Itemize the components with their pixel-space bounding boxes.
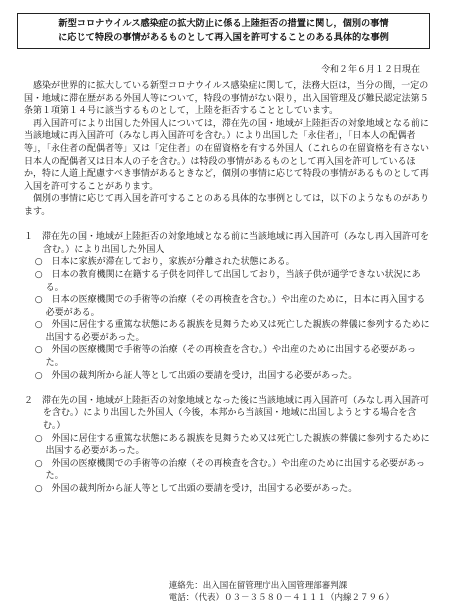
section-1-item: ○ 外国の裁判所から証人等として出頭の要請を受け，出国する必要があった。 [34,370,358,381]
document-body [24,80,430,496]
document-date: 令和２年６月１２日現在 [320,65,420,75]
section-1-item: ○ 日本に家族が滞在しており，家族が分離された状態にある。 [34,257,295,268]
section-1-item: ○ 外国の医療機関で手術等の治療（その再検査を含む。）や出産のために出国する必要があった。 [34,345,417,369]
intro-paragraph-3: 個別の事情に応じて再入国を許可することのある具体的な事例としては，以下のようなものがあります。 [24,194,430,217]
section-1-item: ○ 日本の教育機関に在籍する子供を同伴して出国しており，当該子供が通学できない状況にある。 [34,269,421,293]
section-1-item: ○ 外国に居住する重篤な状態にある親族を見舞うため又は死亡した親族の葬儀に参列するために出国する必要があった。 [34,320,430,343]
document-title-box [17,13,430,49]
section-1-heading: １ 滞在先の国・地域が上陸拒否の対象地域となる前に当該地域に再入国許可（みなし再入国許可を含む。）により出国した外国人 [24,232,430,255]
section-1-item: ○ 日本の医療機関での手術等の治療（その再検査を含む。）や出産のために，日本に再入国する必要がある。 [34,295,426,318]
contact-footer [169,580,394,604]
section-2-item: ○ 外国の医療機関での手術等の治療（その再検査を含む。）や出産のために出国する必要があった。 [34,458,426,482]
section-2-item: ○ 外国の裁判所から証人等として出頭の要請を受け，出国する必要があった。 [34,484,358,494]
contact-department: 連絡先：出入国在留管理庁出入国管理部審判課 [168,581,348,591]
document-title-line-1: 新型コロナウイルス感染症の拡大防止に係る上陸拒否の措置に関し，個別の事情 [58,18,389,29]
section-2-item: ○ 外国に居住する重篤な状態にある親族を見舞うため又は死亡した親族の葬儀に参列するために出国する必要があった。 [34,433,430,457]
intro-paragraph-1: 感染が世界的に拡大している新型コロナウイルス感染症に関して，法務大臣は，当分の間，一定の国・地域に滞在歴がある外国人等について，特段の事情がない限り，出入国管理及び難民認定法第５条第１項第１４号に該当するものとして，上陸を拒否することとしています。 [24,81,429,117]
document-title-line-2: に応じて特段の事情があるものとして再入国を許可することのある具体的な事例 [58,32,389,43]
intro-paragraph-2: 再入国許可により出国した外国人については，滞在先の国・地域が上陸拒否の対象地域となる前に当該地域に再入国許可（みなし再入国許可を含む。）により出国した「永住者」，「日本人の配偶者等」，「永住者の配偶者等」又は「定住者」の在留資格を有する外国人（これらの在留資格を有さない日本人の配偶者又は日本人の子を含む。）は特段の事情があるものとして再入国を許可しているほか，特に人道上配慮すべき事情があるときなど，個別の事情に応じて特段の事情があるものとして再入国を許可することがあります。 [24,118,430,192]
contact-phone: 電話：（代表）０３－３５８０－４１１１（内線２７９６） [168,593,394,603]
section-2-heading: ２ 滞在先の国・地域が上陸拒否の対象地域となった後に当該地域に再入国許可（みなし再入国許可を含む。）により出国した外国人（今後，本邦から当該国・地域に出国しようとする場合を含む。） [24,395,430,432]
